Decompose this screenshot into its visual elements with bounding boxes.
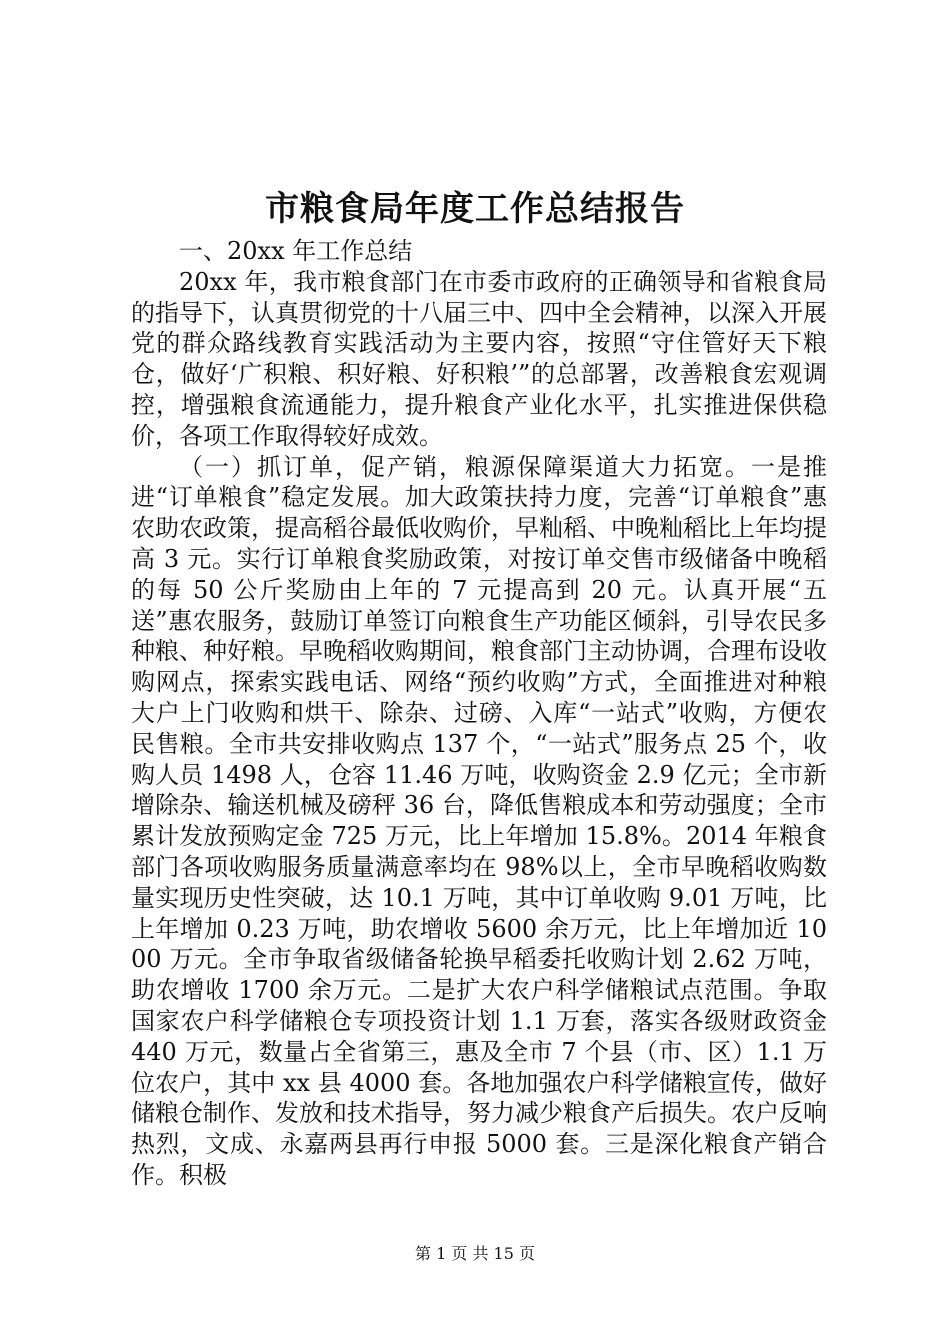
page-footer: 第 1 页 共 15 页 bbox=[415, 1244, 535, 1263]
document-body bbox=[131, 236, 827, 1191]
document-title: 市粮食局年度工作总结报告 bbox=[265, 189, 685, 229]
paragraph-intro: 20xx 年，我市粮食部门在市委市政府的正确领导和省粮食局的指导下，认真贯彻党的十八届三中、四中全会精神，以深入开展党的群众路线教育实践活动为主要内容，按照“守住管好天下粮仓，做好‘广积粮、积好粮、好积粮’”的总部署，改善粮食宏观调控，增强粮食流通能力，提升粮食产业化水平，扎实推进保供稳价，各项工作取得较好成效。 bbox=[131, 267, 827, 450]
section-heading: 一、20xx 年工作总结 bbox=[179, 237, 413, 265]
paragraph-orders: （一）抓订单，促产销，粮源保障渠道大力拓宽。一是推进“订单粮食”稳定发展。加大政策扶持力度，完善“订单粮食”惠农助农政策，提高稻谷最低收购价，早籼稻、中晚籼稻比上年均提高 3 元。实行订单粮食奖励政策，对按订单交售市级储备中晚稻的每 50 公斤奖励由上年的 7 元提高到 20 元。认真开展“五送”惠农服务，鼓励订单签订向粮食生产功能区倾斜，引导农民多种粮、种好粮。早晚稻收购期间，粮食部门主动协调，合理布设收购网点，探索实践电话、网络“预约收购”方式，全面推进对种粮大户上门收购和烘干、除杂、过磅、入库“一站式”收购，方便农民售粮。全市共安排收购点 137 个，“一站式”服务点 25 个，收购人员 1498 人，仓容 11.46 万吨，收购资金 2.9 亿元；全市新增除杂、输送机械及磅秤 36 台，降低售粮成本和劳动强度；全市累计发放预购定金 725 万元，比上年增加 15.8%。2014 年粮食部门各项收购服务质量满意率均在 98%以上，全市早晚稻收购数量实现历史性突破，达 10.1 万吨，其中订单收购 9.01 万吨，比上年增加 0.23 万吨，助农增收 5600 余万元，比上年增加近 1000 万元。全市争取省级储备轮换早稻委托收购计划 2.62 万吨，助农增收 1700 余万元。二是扩大农户科学储粮试点范围。争取国家农户科学储粮仓专项投资计划 1.1 万套，落实各级财政资金 440 万元，数量占全省第三，惠及全市 7 个县（市、区）1.1 万位农户，其中 xx 县 4000 套。各地加强农户科学储粮宣传，做好储粮仓制作、发放和技术指导，努力减少粮食产后损失。农户反响热烈，文成、永嘉两县再行申报 5000 套。三是深化粮食产销合作。积极 bbox=[131, 452, 827, 1189]
